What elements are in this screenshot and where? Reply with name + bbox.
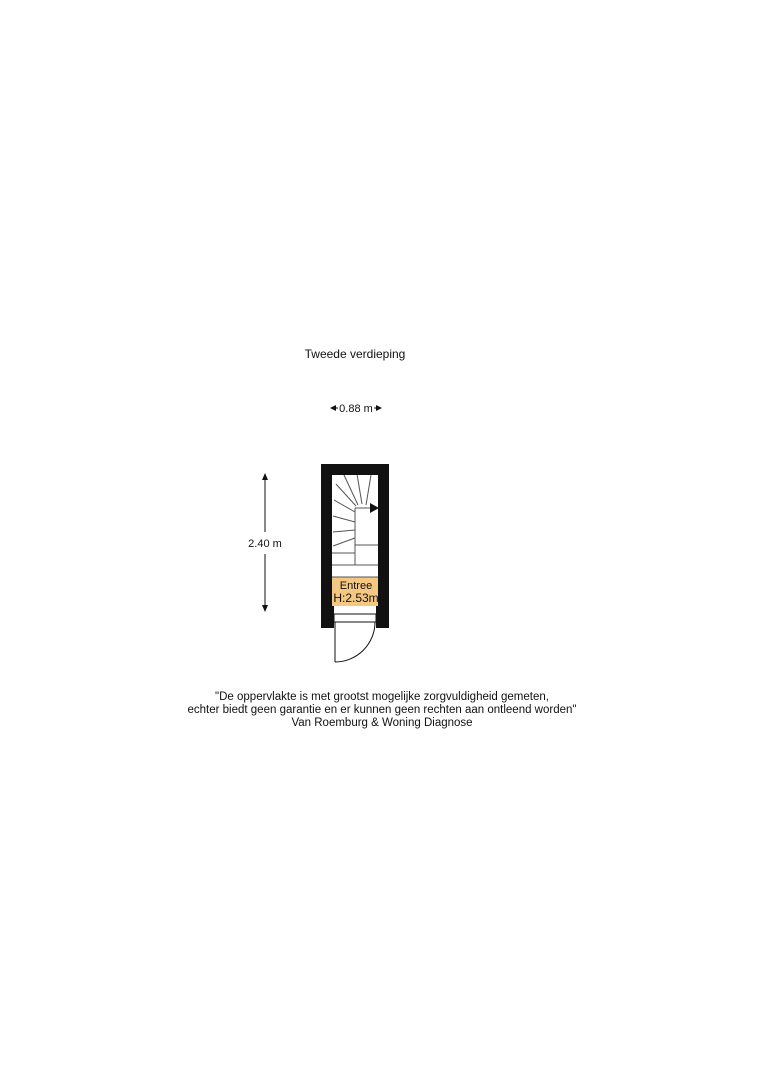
entrance-door — [334, 614, 376, 662]
width-label: 0.88 m — [339, 403, 373, 415]
stair-step — [366, 475, 371, 505]
wall-left — [321, 464, 332, 628]
stair-step — [357, 474, 362, 504]
disclaimer-line-2: echter biedt geen garantie en er kunnen geen rechten aan ontleend worden" — [187, 704, 577, 716]
height-arrow-top — [262, 473, 268, 480]
wall-bottom-left — [321, 606, 334, 628]
height-arrow-bottom — [262, 605, 268, 612]
width-dimension — [330, 403, 382, 415]
floor-title: Tweede verdieping — [304, 347, 406, 361]
room-height: H:2.53m — [333, 591, 379, 605]
wall-right — [378, 464, 389, 628]
height-dimension — [248, 473, 282, 612]
stair-step — [333, 538, 355, 546]
stair-step — [333, 516, 355, 522]
staircase — [332, 474, 378, 577]
door-swing-arc — [335, 622, 375, 662]
wall-bottom-right — [376, 606, 389, 628]
height-label: 2.40 m — [248, 538, 282, 550]
disclaimer-line-1: "De oppervlakte is met grootst mogelijke zorgvuldigheid gemeten, — [215, 691, 549, 703]
disclaimer — [132, 691, 632, 730]
door-threshold — [334, 614, 376, 622]
width-arrow-left — [330, 405, 336, 411]
width-arrow-right — [376, 405, 382, 411]
stair-direction-arrow-icon — [370, 503, 379, 513]
stair-step — [333, 530, 355, 532]
room-name: Entree — [339, 580, 373, 592]
disclaimer-line-3: Van Roemburg & Woning Diagnose — [291, 717, 473, 729]
wall-top — [321, 464, 389, 475]
